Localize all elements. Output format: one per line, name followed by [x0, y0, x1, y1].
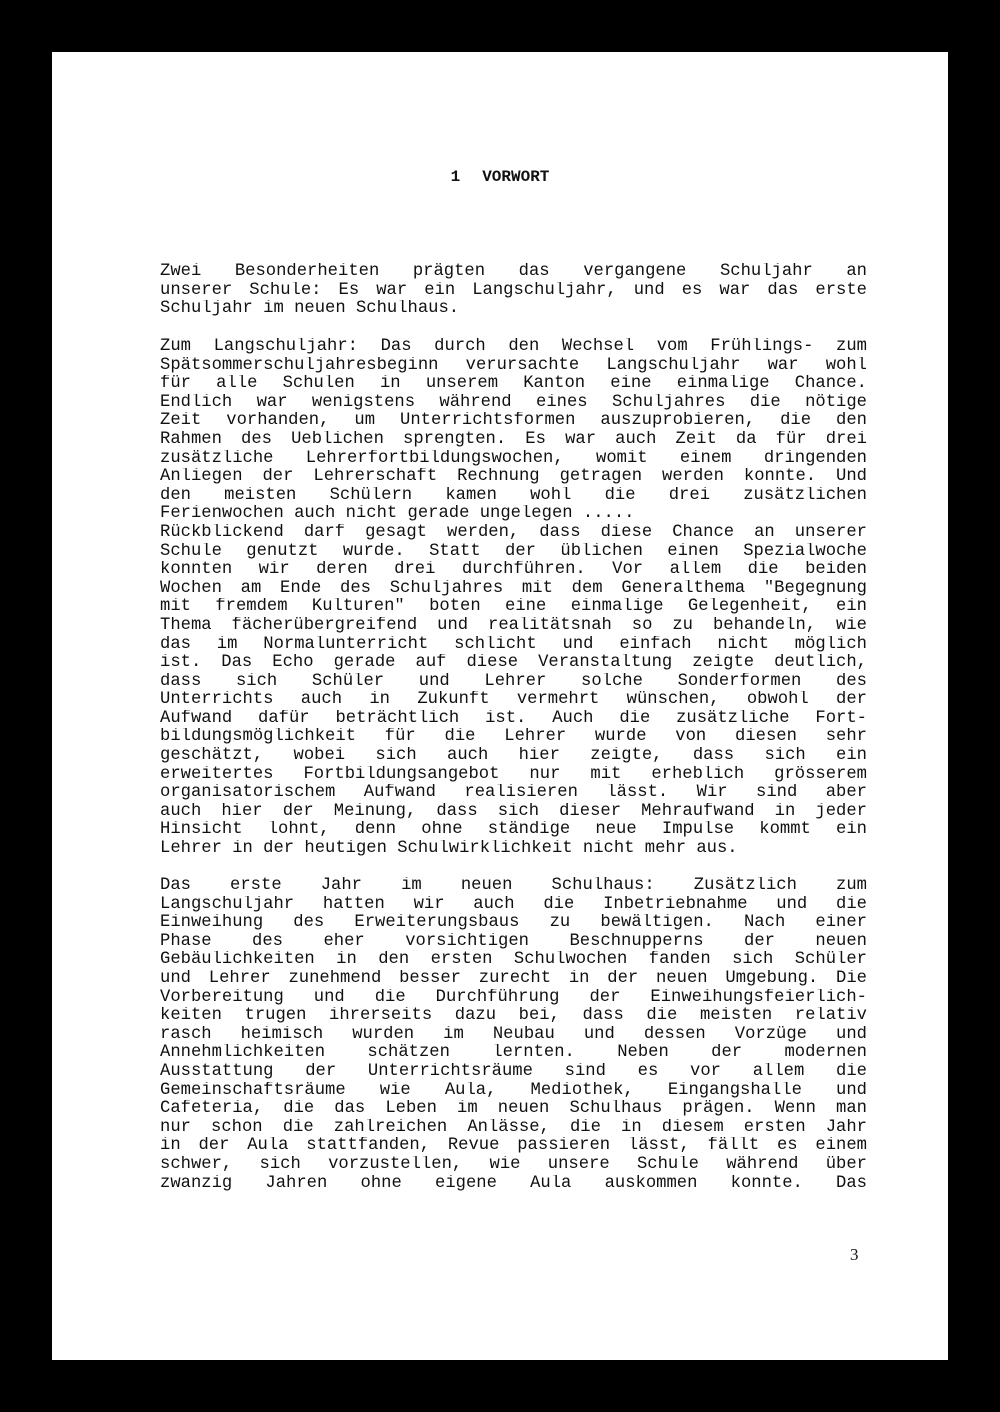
text-line: Zeit vorhanden, um Unterrichtsformen auszuprobieren, die den [160, 412, 867, 431]
page-number: 3 [850, 1245, 859, 1264]
text-line: Schule genutzt wurde. Statt der üblichen einen Spezialwoche [160, 542, 867, 561]
text-line: dass sich Schüler und Lehrer solche Sonderformen des [160, 672, 867, 691]
text-line: bildungsmöglichkeit für die Lehrer wurde von diesen sehr [160, 728, 867, 747]
section-number: 1 [450, 168, 461, 186]
text-line: Anliegen der Lehrerschaft Rechnung getragen werden konnte. Und [160, 468, 867, 487]
text-line: geschätzt, wobei sich auch hier zeigte, dass sich ein [160, 747, 867, 766]
text-line: Wochen am Ende des Schuljahres mit dem Generalthema "Begegnung [160, 579, 867, 598]
text-line: Unterrichts auch in Zukunft vermehrt wünschen, obwohl der [160, 691, 867, 710]
text-line: Aufwand dafür beträchtlich ist. Auch die zusätzliche Fort- [160, 709, 867, 728]
text-line: und Lehrer zunehmend besser zurecht in der neuen Umgebung. Die [160, 969, 867, 988]
text-line: Gebäulichkeiten in den ersten Schulwochen fanden sich Schüler [160, 951, 867, 970]
text-line: Phase des eher vorsichtigen Beschnupperns der neuen [160, 932, 867, 951]
text-line: keiten trugen ihrerseits dazu bei, dass die meisten relativ [160, 1007, 867, 1026]
text-line: schwer, sich vorzustellen, wie unsere Schule während über [160, 1155, 867, 1174]
text-line: Rahmen des Ueblichen sprengten. Es war auch Zeit da für drei [160, 430, 867, 449]
text-line: erweitertes Fortbildungsangebot nur mit erheblich grösserem [160, 765, 867, 784]
text-line: ist. Das Echo gerade auf diese Veranstaltung zeigte deutlich, [160, 654, 867, 673]
text-line: Zum Langschuljahr: Das durch den Wechsel vom Frühlings- zum [160, 338, 867, 356]
text-line: Das erste Jahr im neuen Schulhaus: Zusätzlich zum [160, 877, 867, 895]
text-line: nur schon die zahlreichen Anlässe, die in diesem ersten Jahr [160, 1118, 867, 1137]
document-page [52, 52, 948, 1360]
paragraph-intro [160, 263, 867, 319]
text-line: Endlich war wenigstens während eines Schuljahres die nötige [160, 393, 867, 412]
text-line: konnten wir deren drei durchführen. Vor allem die beiden [160, 561, 867, 580]
text-line: den meisten Schülern kamen wohl die drei zusätzlichen [160, 486, 867, 505]
text-line: Hinsicht lohnt, denn ohne ständige neue Impulse kommt ein [160, 821, 867, 840]
text-line: in der Aula stattfanden, Revue passieren lässt, fällt es einem [160, 1137, 867, 1156]
section-title: VORWORT [482, 168, 550, 186]
text-line: Thema fächerübergreifend und realitätsnah so zu behandeln, wie [160, 616, 867, 635]
text-line: Annehmlichkeiten schätzen lernten. Neben der modernen [160, 1044, 867, 1063]
text-line: Spätsommerschuljahresbeginn verursachte Langschuljahr war wohl [160, 356, 867, 375]
text-line: zwanzig Jahren ohne eigene Aula auskommen konnte. Das [160, 1174, 867, 1193]
text-line: zusätzliche Lehrerfortbildungswochen, womit einem dringenden [160, 449, 867, 468]
text-line: Gemeinschaftsräume wie Aula, Mediothek, Eingangshalle und [160, 1081, 867, 1100]
text-line: Cafeteria, die das Leben im neuen Schulhaus prägen. Wenn man [160, 1100, 867, 1119]
text-line: das im Normalunterricht schlicht und einfach nicht möglich [160, 635, 867, 654]
text-line: unserer Schule: Es war ein Langschuljahr, und es war das erste [160, 281, 867, 300]
text-line: Ausstattung der Unterrichtsräume sind es vor allem die [160, 1062, 867, 1081]
text-line: auch hier der Meinung, dass sich dieser Mehraufwand in jeder [160, 802, 867, 821]
text-line: Rückblickend darf gesagt werden, dass diese Chance an unserer [160, 523, 867, 542]
text-line: Lehrer in der heutigen Schulwirklichkeit nicht mehr aus. [160, 840, 738, 859]
section-heading [52, 168, 948, 186]
text-line: für alle Schulen in unserem Kanton eine einmalige Chance. [160, 375, 867, 394]
text-line: Schuljahr im neuen Schulhaus. [160, 300, 460, 319]
text-line: organisatorischem Aufwand realisieren lässt. Wir sind aber [160, 784, 867, 803]
text-line: Langschuljahr hatten wir auch die Inbetriebnahme und die [160, 895, 867, 914]
text-line: Einweihung des Erweiterungsbaus zu bewältigen. Nach einer [160, 914, 867, 933]
text-line: Ferienwochen auch nicht gerade ungelegen ..... [160, 505, 635, 524]
text-line: Vorbereitung und die Durchführung der Einweihungsfeierlich- [160, 988, 867, 1007]
text-line: mit fremdem Kulturen" boten eine einmalige Gelegenheit, ein [160, 598, 867, 617]
text-line: rasch heimisch wurden im Neubau und dessen Vorzüge und [160, 1025, 867, 1044]
paragraph-langschuljahr [160, 338, 867, 859]
paragraph-schulhaus [160, 877, 867, 1193]
text-line: Zwei Besonderheiten prägten das vergangene Schuljahr an [160, 263, 867, 281]
